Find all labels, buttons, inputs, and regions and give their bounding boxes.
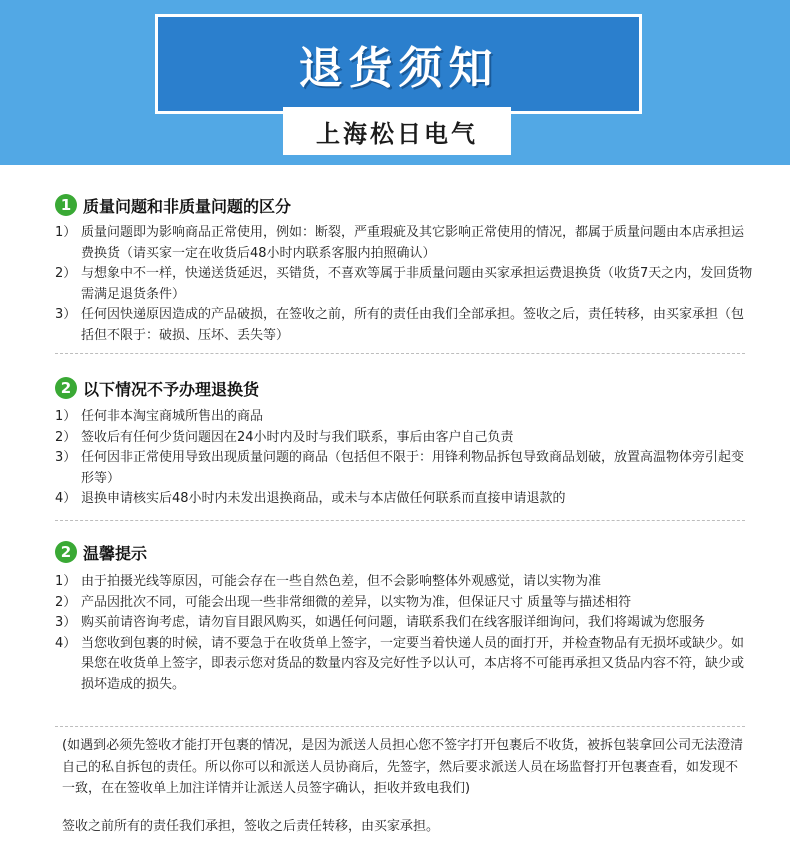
item-text: 签收后有任何少货问题因在24小时内及时与我们联系，事后由客户自己负责 <box>81 429 514 445</box>
section-header <box>55 540 755 564</box>
item-text: 当您收到包裹的时候，请不要急于在收货单上签字，一定要当着快递人员的面打开，并检查物品有无损坏或缺少。如果您在收货单上签字，即表示您对货品的数量内容及完好性予以认可，本店将不可能再承担又货品内容不符，缺少或损坏造成的损失。 <box>81 635 745 692</box>
item-text: 产品因批次不同，可能会出现一些非常细微的差异，以实物为准，但保证尺寸 质量等与描述相符 <box>81 594 632 610</box>
page-title: 退货须知 <box>298 43 499 94</box>
section-title: 以下情况不予办理退换货 <box>83 379 260 399</box>
subtitle-box <box>283 107 511 155</box>
item-number: 1） <box>55 225 77 240</box>
list-item <box>55 634 755 696</box>
item-number: 2） <box>55 266 77 281</box>
section-number-badge: 1 <box>55 194 77 216</box>
list-item <box>55 448 755 489</box>
section-no-return <box>55 376 755 510</box>
list-item <box>55 593 755 614</box>
item-text: 与想象中不一样，快递送货延迟，买错货，不喜欢等属于非质量问题由买家承担运费退换货（收货7天之内，发回货物需满足退货条件） <box>81 266 753 302</box>
section-number-badge: 2 <box>55 541 77 563</box>
list-item <box>55 489 755 510</box>
footer-statement: 签收之前所有的责任我们承担，签收之后责任转移，由买家承担。 <box>62 819 440 834</box>
item-text: 退换申请核实后48小时内未发出退换商品，或未与本店做任何联系而直接申请退款的 <box>81 491 566 506</box>
list-item <box>55 305 755 346</box>
item-text: 任何因快递原因造成的产品破损，在签收之前，所有的责任由我们全部承担。签收之后，责任转移，由买家承担（包括但不限于：破损、压坏、丢失等） <box>81 307 745 343</box>
company-name: 上海松日电气 <box>316 119 478 148</box>
header-banner <box>0 0 790 165</box>
section-title: 温馨提示 <box>83 543 148 563</box>
section-divider <box>55 520 745 521</box>
section-quality-issues <box>55 193 755 346</box>
item-number: 3） <box>55 450 77 465</box>
item-text: 由于拍摄光线等原因，可能会存在一些自然色差，但不会影响整体外观感觉，请以实物为准 <box>81 574 602 589</box>
section-divider <box>55 353 745 354</box>
title-box <box>155 14 642 114</box>
item-text: 质量问题即为影响商品正常使用，例如：断裂，严重瑕疵及其它影响正常使用的情况，都属于质量问题由本店承担运费换货（请买家一定在收货后48小时内联系客服内拍照确认） <box>81 225 745 261</box>
list-item <box>55 223 755 264</box>
item-number: 2） <box>55 429 77 445</box>
section-header <box>55 193 755 217</box>
section-list <box>55 223 755 346</box>
item-text: 任何非本淘宝商城所售出的商品 <box>81 409 264 424</box>
item-text: 任何因非正常使用导致出现质量问题的商品（包括但不限于：用锋利物品拆包导致商品划破，放置高温物体旁引起变形等） <box>81 450 745 486</box>
item-number: 4） <box>55 635 77 651</box>
section-divider <box>55 726 745 727</box>
item-number: 1） <box>55 409 77 424</box>
signing-note: (如遇到必须先签收才能打开包裹的情况，是因为派送人员担心您不签字打开包裹后不收货，被拆包装拿回公司无法澄清自己的私自拆包的责任。所以你可以和派送人员协商后，先签字，然后要求派送人员在场监督打开包裹查看，如发现不一致，在在签收单上加注详情并让派送人员签字确认，拒收并致电我们) <box>62 738 744 796</box>
list-item <box>55 613 755 634</box>
section-list <box>55 407 755 510</box>
item-number: 1） <box>55 574 77 589</box>
section-header <box>55 376 755 400</box>
list-item <box>55 428 755 449</box>
item-text: 购买前请咨询考虑，请勿盲目跟风购买，如遇任何问题，请联系我们在线客服详细询问，我们将竭诚为您服务 <box>81 615 706 630</box>
section-title: 质量问题和非质量问题的区分 <box>83 196 292 216</box>
item-number: 3） <box>55 615 77 630</box>
section-list <box>55 572 755 695</box>
item-number: 3） <box>55 307 77 322</box>
list-item <box>55 407 755 428</box>
section-number-badge: 2 <box>55 377 77 399</box>
item-number: 4） <box>55 491 77 506</box>
item-number: 2） <box>55 594 77 610</box>
section-tips <box>55 540 755 695</box>
list-item <box>55 264 755 305</box>
list-item <box>55 572 755 593</box>
